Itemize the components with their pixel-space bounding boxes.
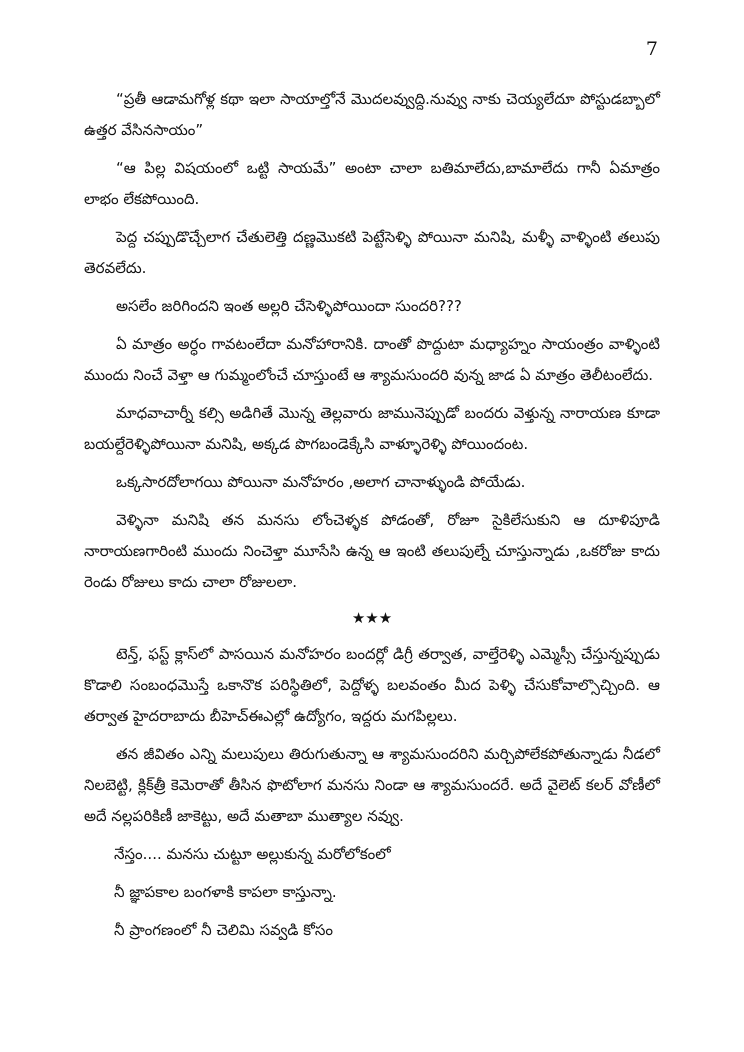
paragraph: ఒక్కసారదోలాగయి పోయినా మనోహరం ,అలాగ చానాళ్ళుండి పోయేడు.	[116, 473, 526, 491]
paragraph: “ఆ పిల్ల విషయంలో ఒట్టి సాయమే” అంటా చాలా బతిమాలేదు,బామాలేదు గానీ ఏమాత్రం లాభం లేకపోయింది.	[84, 159, 660, 208]
paragraph: “ప్రతీ ఆడామగోళ్ల కథా ఇలా సాయాల్తోనే మొదలవ్వుద్ది.నువ్వు నాకు చెయ్యలేదూ పోస్టుడబ్బాలో ఉత్తర వేసినసాయం”	[84, 90, 660, 139]
paragraph: మాధవాచార్నీ కల్సి అడిగితే మొన్న తెల్లవారు జామునెప్పుడో బందరు వెళ్తున్న నారాయణ కూడా బయల్దేరెళ్ళిపోయినా మనిషి, అక్కడ పొగబండెక్కేసి వాళ్ళూరెళ్ళి పోయిందంట.	[84, 404, 660, 453]
paragraph: అసలేం జరిగిందని ఇంత అల్లరి చేసెళ్ళిపోయిందా సుందరి???	[116, 297, 462, 315]
paragraph: తన జీవితం ఎన్ని మలుపులు తిరుగుతున్నా ఆ శ్యామసుందరిని మర్చిపోలేకపోతున్నాడు నీడలో నిలబెట్టి, క్లిక్‌త్రీ కెమెరాతో తీసిన ఫొటోలాగ మనసు నిండా ఆ శ్యామసుందరే. అదే వైలెట్ కలర్ వోణీలో అదే నల్లపరికిణీ జాకెట్టు, అదే మతాబా ముత్యాల నవ్వు.	[84, 745, 660, 825]
page-body	[84, 84, 660, 953]
paragraph: ఏ మాత్రం అర్ధం గావటంలేదా మనోహారానికి. దాంతో పొద్దుటా మధ్యాహ్నం సాయంత్రం వాళ్ళింటి ముందు నించే వెళ్తా ఆ గుమ్మంలోంచే చూస్తుంటే ఆ శ్యామసుందరి వున్న జాడ ఏ మాత్రం తెలీటంలేదు.	[84, 335, 660, 384]
paragraph: పెద్ద చప్పుడొచ్చేలాగ చేతులెత్తి దణ్ణమొకటి పెట్టేసెళ్ళి పోయినా మనిషి, మళ్ళీ వాళ్ళింటి తలుపు తెరవలేదు.	[84, 228, 660, 277]
section-divider: ★★★	[351, 609, 393, 627]
paragraph: టెన్త్, ఫస్ట్ క్లాస్‌లో పాసయిన మనోహరం బందర్లో డిగ్రీ తర్వాత, వాల్తేరెళ్ళి ఎమ్మెస్సీ చేస్తున్నప్పుడు కొడాలి సంబంధమొస్తే ఒకానొక పరిస్థితిలో, పెద్దోళ్ళ బలవంతం మీద పెళ్ళి చేసుకోవాల్సొచ్చింది. ఆ తర్వాత హైదరాబాదు బీహెచ్ఈఎల్లో ఉద్యోగం, ఇద్దరు మగపిల్లలు.	[84, 645, 660, 725]
poem-line: నేస్తం.... మనసు చుట్టూ అల్లుకున్న మరోలోకంలో	[114, 845, 391, 863]
poem-line: నీ ప్రాంగణంలో నీ చెలిమి సవ్వడి కోసం	[114, 921, 333, 939]
page-number: 7	[645, 38, 658, 60]
paragraph: వెళ్ళినా మనిషి తన మనసు లోంచెళ్ళక పోడంతో, రోజూ సైకిలేసుకుని ఆ దూళిపూడి నారాయణగారింటి ముందు నించెళ్తా మూసేసి ఉన్న ఆ ఇంటి తలుపుల్నే చూస్తున్నాడు ,ఒకరోజు కాదు రెండు రోజులు కాదు చాలా రోజులలా.	[84, 511, 660, 591]
poem-line: నీ జ్ఞాపకాల బంగళాకి కాపలా కాస్తున్నా.	[114, 883, 337, 901]
